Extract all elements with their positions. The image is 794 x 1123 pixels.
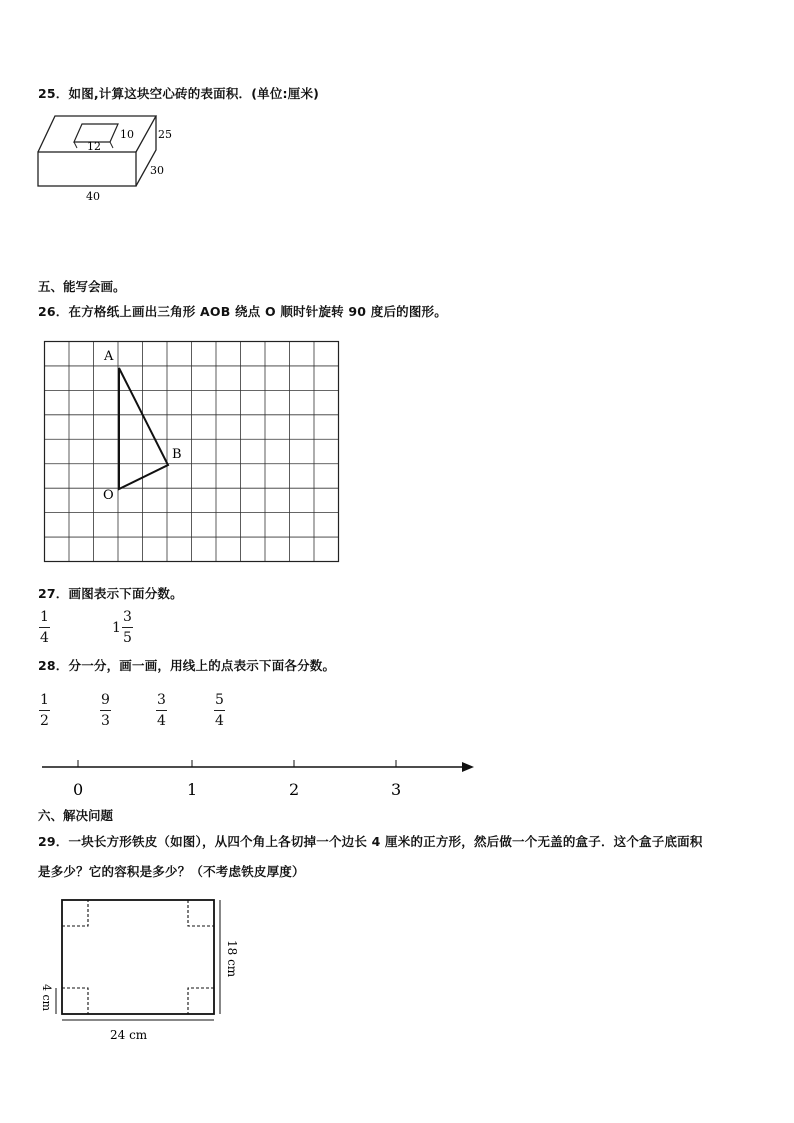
mixed-number-1-3-5 [112,609,133,646]
question-26-text: 26．在方格纸上画出三角形 AOB 绕点 O 顺时针旋转 90 度后的图形。 [38,304,447,319]
tick-label-3: 3 [391,780,402,799]
point-a-label: A [104,349,114,364]
label-4cm: 4 cm [40,984,53,1012]
question-28-text: 28．分一分，画一画，用线上的点表示下面各分数。 [38,658,336,673]
numerator: 9 [101,692,110,708]
grid-paper [44,341,340,563]
fraction-3-4 [156,692,167,729]
question-27-text: 27．画图表示下面分数。 [38,586,183,601]
section-6-heading: 六、解决问题 [38,808,114,823]
numerator: 1 [40,609,49,625]
question-25-text: 25．如图,计算这块空心砖的表面积．(单位:厘米) [38,86,320,101]
whole-part: 1 [112,619,121,636]
number-line [40,755,480,800]
label-24cm: 24 cm [110,1028,148,1042]
denominator: 4 [40,630,49,646]
fraction-bar [156,710,167,711]
point-o-label: O [103,488,114,503]
fraction-1-2 [39,692,50,729]
fraction-9-3 [100,692,111,729]
section-5-heading: 五、能写会画。 [38,279,126,294]
fraction-bar [39,627,50,628]
iron-sheet-figure [36,896,246,1046]
fraction-bar [39,710,50,711]
numerator: 1 [40,692,49,708]
label-10: 10 [120,128,134,141]
denominator: 4 [215,713,224,729]
label-12: 12 [87,140,101,153]
tick-label-0: 0 [73,780,84,799]
fraction-bar [100,710,111,711]
denominator: 3 [101,713,110,729]
numerator: 5 [215,692,224,708]
label-30: 30 [150,164,164,177]
denominator: 2 [40,713,49,729]
numerator: 3 [122,609,132,625]
fraction-1-4 [39,609,50,646]
fraction-3-5 [122,609,133,646]
hollow-brick-figure [30,108,180,208]
tick-label-1: 1 [187,780,198,799]
label-18cm: 18 cm [225,940,239,978]
denominator: 4 [157,713,166,729]
fraction-bar [122,627,133,628]
numerator: 3 [157,692,166,708]
tick-label-2: 2 [289,780,300,799]
point-b-label: B [172,447,182,462]
label-40: 40 [86,190,100,203]
triangle-aob [119,368,168,489]
fraction-5-4 [214,692,225,729]
question-29-line2: 是多少？它的容积是多少？（不考虑铁皮厚度） [38,864,305,879]
question-29-line1: 29．一块长方形铁皮（如图），从四个角上各切掉一个边长 4 厘米的正方形，然后做一个无盖的盒子．这个盒子底面积 [38,834,703,849]
denominator: 5 [122,630,132,646]
label-25: 25 [158,128,172,141]
fraction-bar [214,710,225,711]
